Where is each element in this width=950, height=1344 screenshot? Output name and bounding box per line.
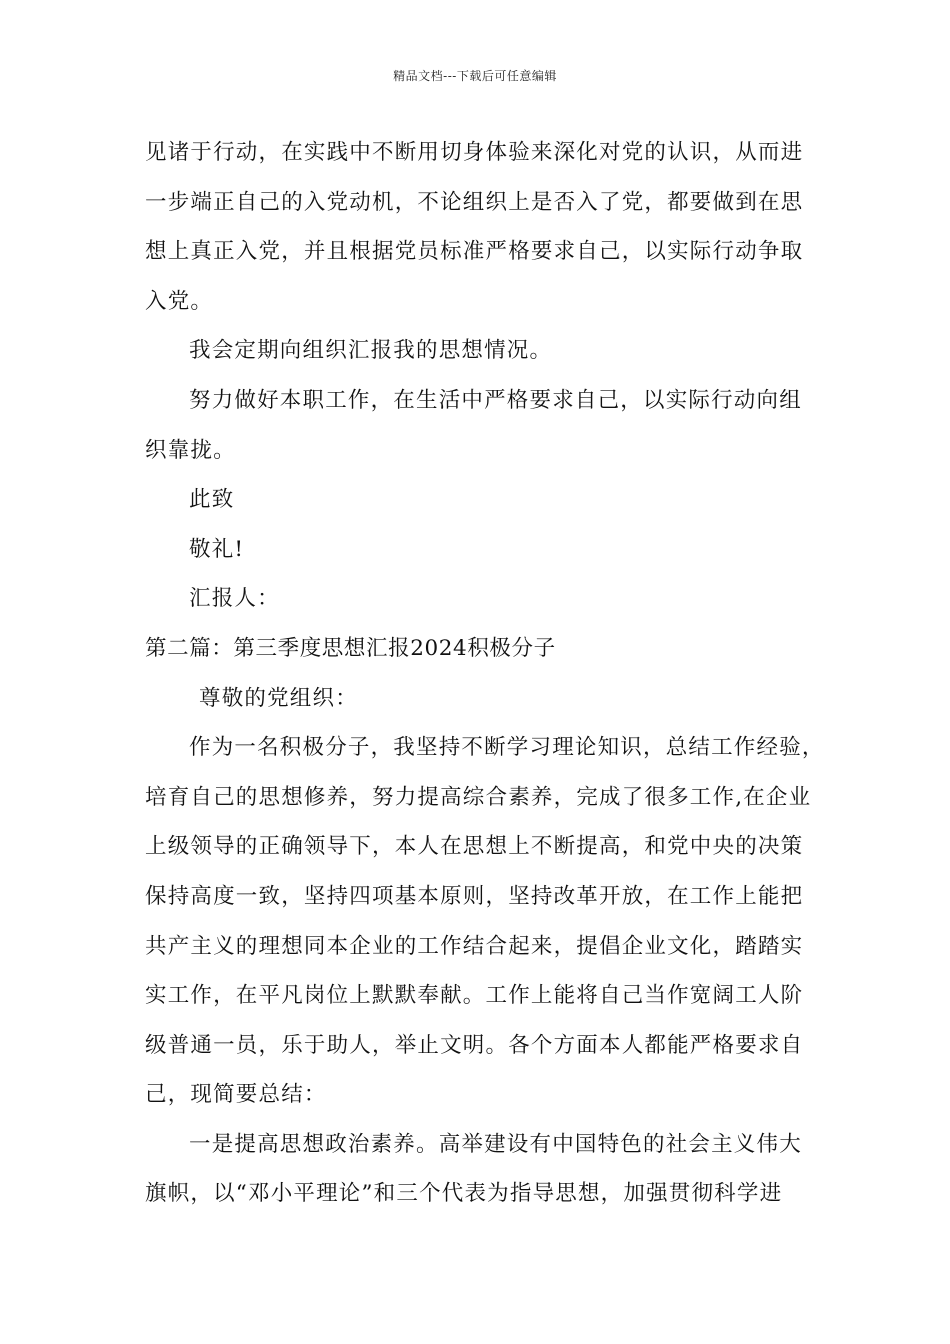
section-heading: 第二篇：第三季度思想汇报2024积极分子 (145, 635, 556, 661)
text-line: 织靠拢。 (145, 437, 236, 463)
text-line: 见诸于行动，在实践中不断用切身体验来深化对党的认识，从而进 (145, 140, 804, 165)
text-line: 己，现简要总结： (145, 1082, 327, 1108)
text-line: 我会定期向组织汇报我的思想情况。 (189, 338, 553, 364)
text-line: 共产主义的理想同本企业的工作结合起来，提倡企业文化，踏踏实 (145, 933, 804, 959)
text-line: 保持高度一致，坚持四项基本原则，坚持改革开放，在工作上能把 (145, 883, 804, 909)
text-line: 上级领导的正确领导下，本人在思想上不断提高，和党中央的决策 (145, 834, 804, 860)
text-line: 努力做好本职工作，在生活中严格要求自己，以实际行动向组 (189, 387, 802, 413)
text-line: 级普通一员，乐于助人，举止文明。各个方面本人都能严格要求自 (145, 1032, 804, 1058)
page-header: 精品文档---下载后可任意编辑 (393, 69, 557, 83)
salutation-line: 敬礼! (189, 536, 245, 562)
text-line: 一是提高思想政治素养。高举建设有中国特色的社会主义伟大 (189, 1131, 802, 1157)
text-line: 想上真正入党，并且根据党员标准严格要求自己，以实际行动争取 (145, 239, 804, 265)
text-line: 实工作，在平凡岗位上默默奉献。工作上能将自己当作宽阔工人阶 (145, 983, 804, 1009)
text-line: 培育自己的思想修养，努力提高综合素养，完成了很多工作,在企业 (145, 784, 812, 810)
closing-line: 此致 (189, 487, 235, 513)
text-line: 旗帜，以“邓小平理论”和三个代表为指导思想，加强贯彻科学进 (145, 1181, 783, 1207)
text-line: 入党。 (145, 288, 214, 314)
greeting-line: 尊敬的党组织： (199, 685, 358, 711)
document-body (145, 128, 835, 1219)
text-line: 一步端正自己的入党动机，不论组织上是否入了党，都要做到在思 (145, 189, 804, 215)
text-line: 作为一名积极分子，我坚持不断学习理论知识，总结工作经验， (189, 735, 825, 761)
signature-line: 汇报人： (189, 586, 280, 612)
